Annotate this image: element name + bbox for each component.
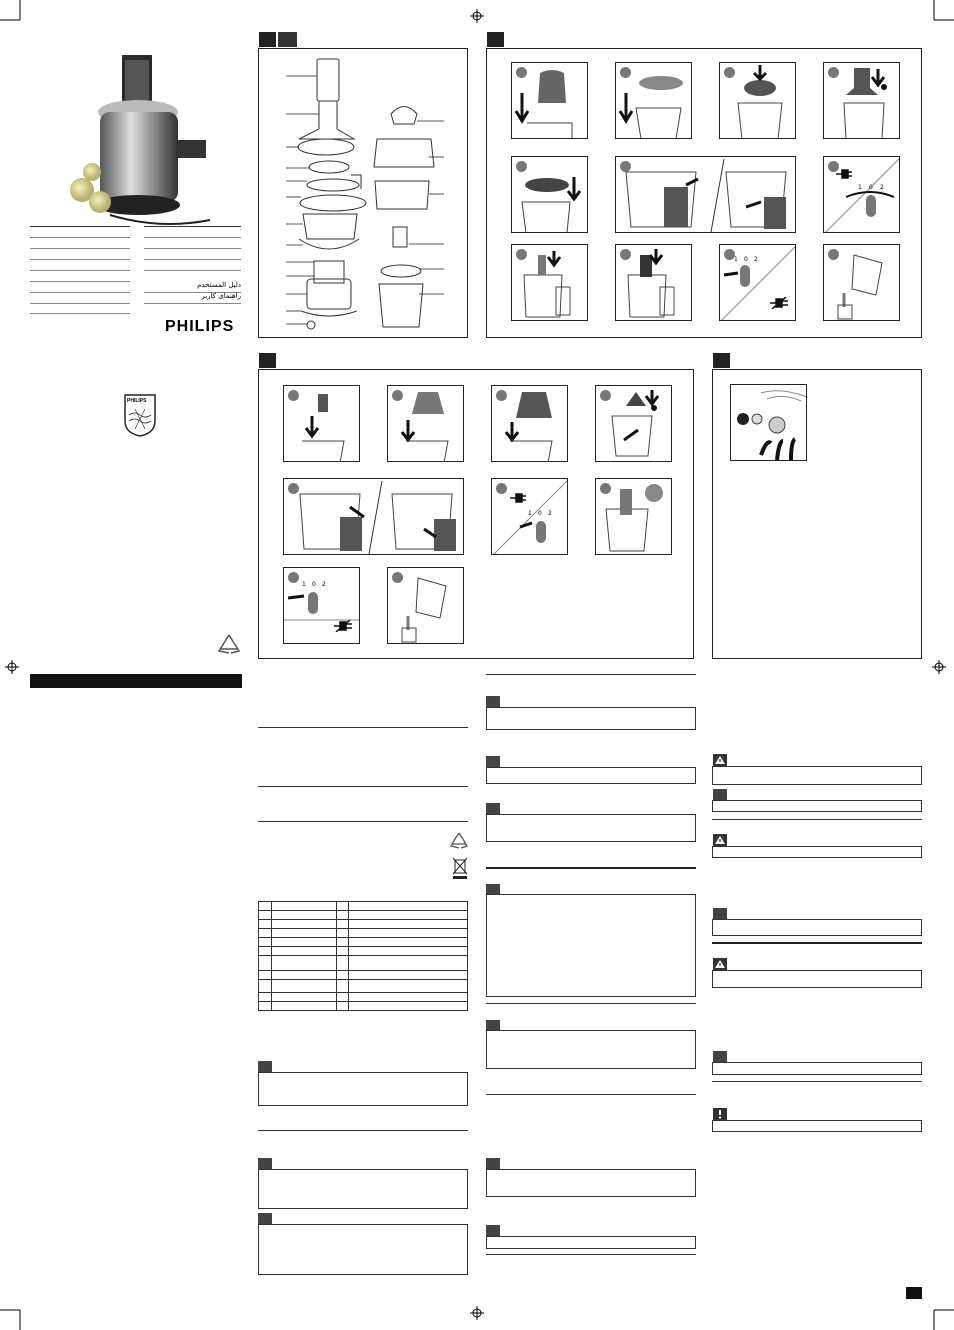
step-panel bbox=[283, 478, 464, 555]
step-panel bbox=[511, 156, 588, 233]
toc-divider bbox=[30, 281, 130, 282]
step-badge bbox=[496, 483, 507, 494]
dial-label: 1 bbox=[858, 184, 862, 191]
step-panel bbox=[283, 567, 360, 644]
step-badge bbox=[724, 67, 735, 78]
section-divider bbox=[486, 1094, 696, 1095]
note-box bbox=[712, 1062, 922, 1075]
toc-divider bbox=[144, 259, 241, 260]
step-panel bbox=[595, 478, 672, 555]
dial-label: 2 bbox=[322, 581, 326, 588]
section-divider bbox=[712, 1081, 922, 1082]
toc-divider bbox=[30, 237, 130, 238]
step-panel bbox=[387, 385, 464, 462]
warning-box bbox=[712, 970, 922, 988]
caution-icon bbox=[713, 1108, 727, 1120]
section-divider bbox=[712, 819, 922, 820]
shield-label: PHILIPS bbox=[127, 398, 147, 404]
step-panel bbox=[615, 156, 796, 233]
step-panel bbox=[491, 385, 568, 462]
step-badge bbox=[600, 390, 611, 401]
step-badge bbox=[516, 249, 527, 260]
dial-label: 2 bbox=[880, 184, 884, 191]
note-icon bbox=[486, 756, 500, 767]
section-marker bbox=[259, 353, 276, 368]
philips-shield-icon bbox=[123, 393, 157, 437]
step-badge bbox=[516, 67, 527, 78]
step-badge bbox=[724, 249, 735, 260]
note-box bbox=[258, 1224, 468, 1275]
tip-icon bbox=[713, 789, 727, 800]
step-panel bbox=[823, 62, 900, 139]
step-badge bbox=[828, 67, 839, 78]
note-icon bbox=[486, 1158, 500, 1169]
juicing-steps-panel bbox=[486, 48, 922, 338]
cover-title-persian: راهنمای کاربر bbox=[201, 292, 241, 300]
toc-divider bbox=[30, 303, 130, 304]
warning-icon bbox=[713, 754, 727, 766]
step-panel bbox=[719, 62, 796, 139]
toc-divider bbox=[144, 248, 241, 249]
note-icon bbox=[713, 1051, 727, 1062]
toc-divider bbox=[144, 226, 241, 227]
section-marker bbox=[487, 32, 504, 47]
recycle-icon bbox=[217, 633, 241, 655]
tip-icon bbox=[486, 1225, 500, 1236]
step-badge bbox=[516, 161, 527, 172]
dial-label: 0 bbox=[869, 184, 873, 191]
unplug-icon bbox=[334, 620, 352, 632]
warning-icon bbox=[713, 834, 727, 846]
tip-icon bbox=[258, 1158, 272, 1169]
step-panel bbox=[511, 62, 588, 139]
toc-divider bbox=[30, 292, 130, 293]
note-box bbox=[486, 1169, 696, 1197]
unplug-icon bbox=[770, 297, 788, 309]
step-badge bbox=[288, 390, 299, 401]
toc-divider bbox=[30, 248, 130, 249]
step-panel bbox=[491, 478, 568, 555]
cover-footer-bar bbox=[30, 674, 242, 688]
dial-label: 0 bbox=[312, 581, 316, 588]
note-icon bbox=[713, 908, 727, 919]
toc-divider bbox=[144, 303, 241, 304]
parts-overview-panel bbox=[258, 48, 468, 338]
step-panel bbox=[511, 244, 588, 321]
step-badge bbox=[392, 572, 403, 583]
step-badge bbox=[620, 161, 631, 172]
tip-box bbox=[712, 800, 922, 812]
dial-label: 1 bbox=[734, 256, 738, 263]
detail-image bbox=[730, 384, 807, 461]
section-divider bbox=[486, 1254, 696, 1255]
note-box bbox=[712, 919, 922, 936]
note-box bbox=[486, 767, 696, 784]
plug-icon bbox=[510, 493, 526, 503]
section-divider bbox=[258, 821, 468, 822]
cover-title-arabic: دليل المستخدم bbox=[197, 281, 241, 289]
tip-box bbox=[258, 1169, 468, 1209]
warning-box bbox=[712, 846, 922, 858]
registration-mark-icon bbox=[470, 1306, 484, 1320]
tip-icon bbox=[258, 1061, 272, 1072]
tip-box bbox=[486, 1030, 696, 1069]
warning-icon bbox=[713, 958, 727, 970]
step-badge bbox=[620, 249, 631, 260]
step-badge bbox=[496, 390, 507, 401]
note-box bbox=[486, 707, 696, 730]
section-divider bbox=[486, 674, 696, 675]
section-divider bbox=[486, 867, 696, 869]
parts-diagram bbox=[259, 49, 467, 337]
section-marker bbox=[713, 353, 730, 368]
section-marker bbox=[259, 32, 276, 47]
page-number-tab bbox=[906, 1287, 922, 1299]
step-panel bbox=[615, 62, 692, 139]
note-icon bbox=[486, 803, 500, 814]
step-panel bbox=[823, 244, 900, 321]
toc-divider bbox=[30, 270, 130, 271]
note-icon bbox=[258, 1213, 272, 1224]
dial-label: 2 bbox=[548, 510, 552, 517]
step-panel bbox=[595, 385, 672, 462]
registration-mark-icon bbox=[932, 660, 946, 674]
section-divider bbox=[486, 1003, 696, 1004]
weee-bin-icon bbox=[452, 857, 468, 879]
section-divider bbox=[258, 727, 468, 728]
step-badge bbox=[600, 483, 611, 494]
philips-wordmark: PHILIPS bbox=[165, 318, 235, 335]
section-divider bbox=[258, 786, 468, 787]
tip-box bbox=[486, 894, 696, 997]
note-icon bbox=[486, 696, 500, 707]
step-badge bbox=[620, 67, 631, 78]
tip-box bbox=[486, 1236, 696, 1249]
toc-divider bbox=[30, 226, 130, 227]
step-panel bbox=[283, 385, 360, 462]
step-badge bbox=[828, 249, 839, 260]
toc-divider bbox=[30, 259, 130, 260]
tip-box bbox=[258, 1072, 468, 1106]
step-badge bbox=[288, 572, 299, 583]
recycle-icon bbox=[450, 832, 468, 850]
note-box bbox=[486, 814, 696, 842]
toc-divider bbox=[144, 270, 241, 271]
section-divider bbox=[258, 1130, 468, 1131]
step-panel bbox=[387, 567, 464, 644]
step-panel bbox=[615, 244, 692, 321]
juicer-product-photo bbox=[70, 50, 230, 230]
step-panel bbox=[719, 244, 796, 321]
box-contents-icon bbox=[278, 32, 297, 47]
plug-icon bbox=[836, 169, 852, 179]
toc-divider bbox=[30, 313, 130, 314]
cover bbox=[30, 40, 242, 690]
dial-label: 2 bbox=[754, 256, 758, 263]
registration-mark-icon bbox=[5, 660, 19, 674]
dial-label: 1 bbox=[528, 510, 532, 517]
toc-divider bbox=[144, 237, 241, 238]
caution-box bbox=[712, 1120, 922, 1132]
dial-label: 0 bbox=[538, 510, 542, 517]
registration-mark-icon bbox=[470, 9, 484, 23]
step-panel bbox=[823, 156, 900, 233]
section-divider bbox=[712, 942, 922, 944]
warning-box bbox=[712, 766, 922, 785]
step-badge bbox=[288, 483, 299, 494]
specifications-table bbox=[258, 901, 468, 1011]
dial-label: 0 bbox=[744, 256, 748, 263]
step-badge bbox=[392, 390, 403, 401]
citrus-steps-panel bbox=[258, 369, 694, 659]
dial-label: 1 bbox=[302, 581, 306, 588]
detail-panel bbox=[712, 369, 922, 659]
